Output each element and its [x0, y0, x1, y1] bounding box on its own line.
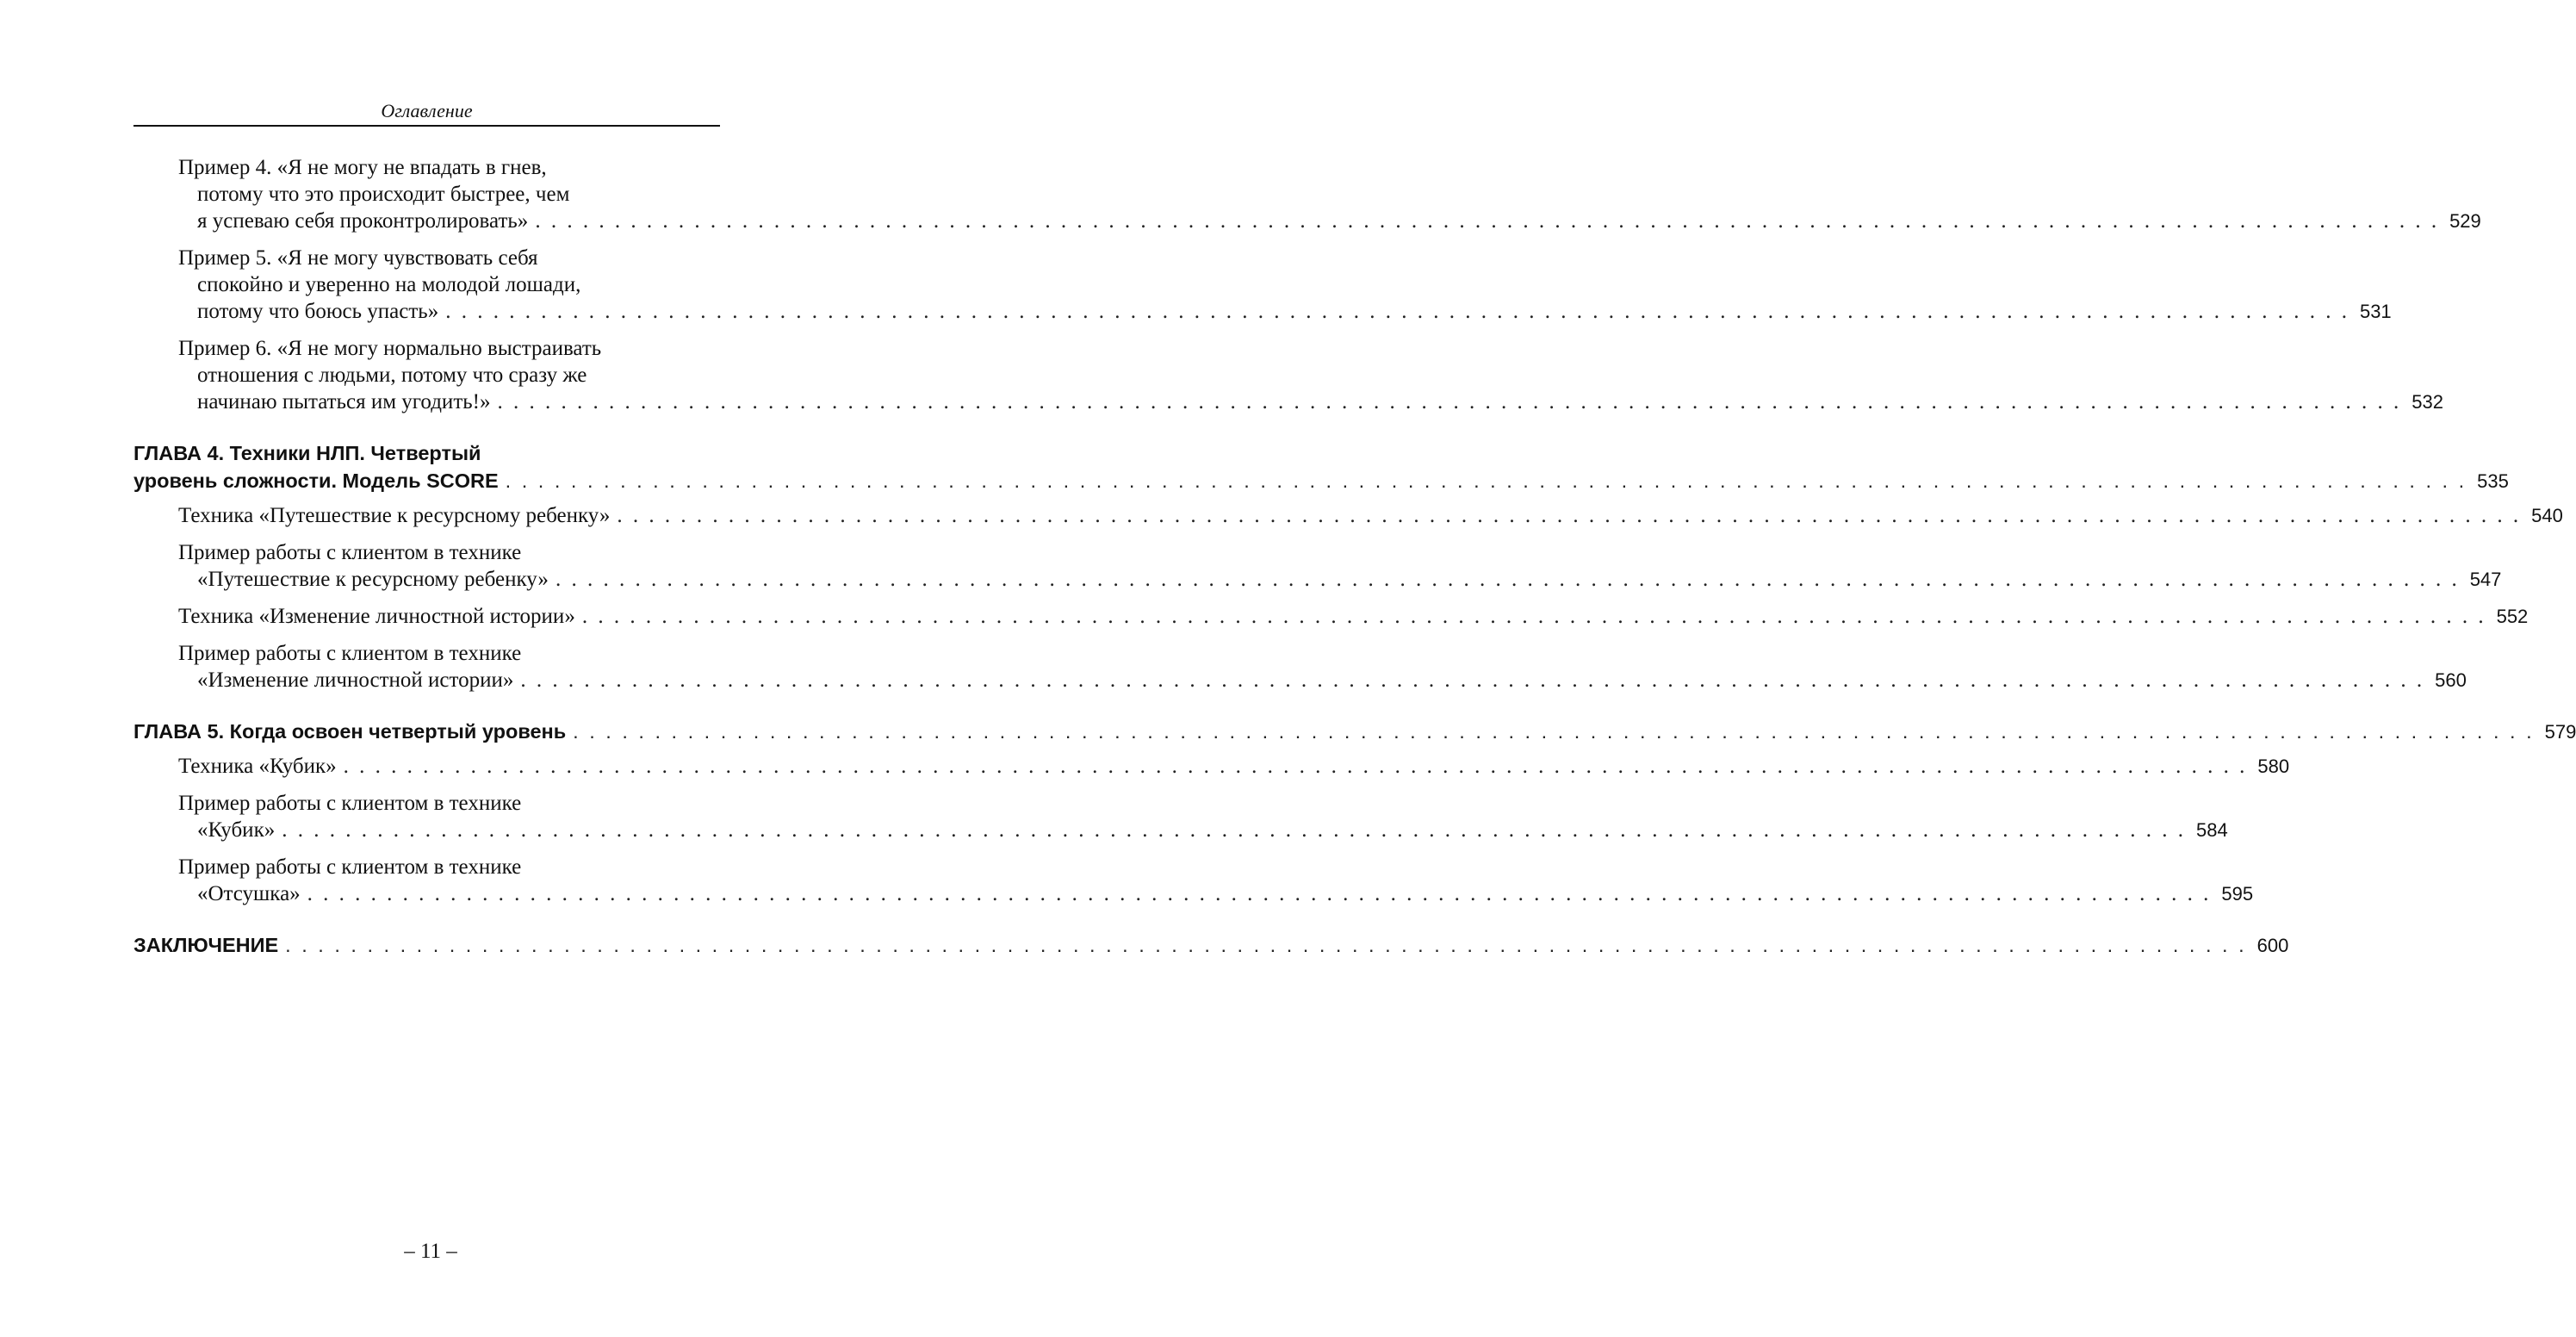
toc-entry-line	[178, 854, 720, 880]
dot-leader: . . . . . . . . . . . . . . . . . . . . . . . . . . . . . . . . . . . . . . . . . . . . . . . . . . . . . . . . . . . . . . . . . . . . . . . . . . . . . . . . . . . . . . . . . . . . . . . . . . . . . . . . . . . . . . . . . . . . . . . .	[581, 605, 2486, 628]
toc-entry-text: потому что боюсь упасть»	[197, 300, 439, 323]
toc-page-number: 531	[2359, 301, 2392, 322]
toc-entry-text: Пример 6. «Я не могу нормально выстраивать	[178, 337, 602, 360]
toc-entry-text: спокойно и уверенно на молодой лошади,	[197, 273, 581, 296]
toc-entry-text: я успеваю себя проконтролировать»	[197, 209, 529, 233]
toc-entry-text: «Путешествие к ресурсному ребенку»	[197, 568, 549, 591]
toc-page-number: 552	[2496, 606, 2529, 627]
dot-leader: . . . . . . . . . . . . . . . . . . . . . . . . . . . . . . . . . . . . . . . . . . . . . . . . . . . . . . . . . . . . . . . . . . . . . . . . . . . . . . . . . . . . . . . . . . . . . . . . . . . . . . . . . . . . . . . . . . . . . . . .	[282, 818, 2186, 842]
dot-leader: . . . . . . . . . . . . . . . . . . . . . . . . . . . . . . . . . . . . . . . . . . . . . . . . . . . . . . . . . . . . . . . . . . . . . . . . . . . . . . . . . . . . . . . . . . . . . . . . . . . . . . . . . . . . . . . . . . . . . . . .	[535, 209, 2440, 233]
toc-entry-text: ЗАКЛЮЧЕНИЕ	[133, 934, 279, 956]
toc-entry-line	[178, 566, 2502, 593]
page-number: – 11 –	[404, 1240, 457, 1263]
dot-leader: . . . . . . . . . . . . . . . . . . . . . . . . . . . . . . . . . . . . . . . . . . . . . . . . . . . . . . . . . . . . . . . . . . . . . . . . . . . . . . . . . . . . . . . . . . . . . . . . . . . . . . . . . . . . . . . . . . . . . . . .	[505, 470, 2467, 492]
toc-entry-line	[178, 817, 2228, 843]
dot-leader: . . . . . . . . . . . . . . . . . . . . . . . . . . . . . . . . . . . . . . . . . . . . . . . . . . . . . . . . . . . . . . . . . . . . . . . . . . . . . . . . . . . . . . . . . . . . . . . . . . . . . . . . . . . . . . . . . . . . . . . .	[285, 934, 2247, 956]
toc-entry-text: потому что это происходит быстрее, чем	[197, 183, 570, 206]
toc-entry-line	[178, 667, 2467, 693]
toc-page-number: 595	[2221, 883, 2254, 905]
toc-entry-text: начинаю пытаться им угодить!»	[197, 390, 491, 414]
toc-subsection-entry	[133, 753, 2290, 780]
dot-leader: . . . . . . . . . . . . . . . . . . . . . . . . . . . . . . . . . . . . . . . . . . . . . . . . . . . . . . . . . . . . . . . . . . . . . . . . . . . . . . . . . . . . . . . . . . . . . . . . . . . . . . . . . . . . . . . . . . . . . . . .	[555, 568, 2460, 591]
toc-entry-text: ГЛАВА 4. Техники НЛП. Четвертый	[133, 442, 481, 464]
toc-entry-line	[178, 539, 720, 566]
dot-leader: . . . . . . . . . . . . . . . . . . . . . . . . . . . . . . . . . . . . . . . . . . . . . . . . . . . . . . . . . . . . . . . . . . . . . . . . . . . . . . . . . . . . . . . . . . . . . . . . . . . . . . . . . . . . . . . . . . . . . . . .	[343, 755, 2248, 778]
toc-entry-text: «Изменение личностной истории»	[197, 668, 514, 692]
dot-leader: . . . . . . . . . . . . . . . . . . . . . . . . . . . . . . . . . . . . . . . . . . . . . . . . . . . . . . . . . . . . . . . . . . . . . . . . . . . . . . . . . . . . . . . . . . . . . . . . . . . . . . . . . . . . . . . . . . . . . . . .	[445, 300, 2349, 323]
toc-entry-line	[178, 335, 720, 362]
toc-entry-text: Пример работы с клиентом в технике	[178, 855, 522, 879]
toc-entry-line	[178, 502, 2563, 529]
toc-entry-text: Техника «Путешествие к ресурсному ребенку»	[178, 504, 611, 527]
toc-page-number: 540	[2531, 505, 2563, 526]
toc-entry-text: Техника «Кубик»	[178, 755, 337, 778]
toc-entry-line	[178, 298, 2392, 325]
toc-chapter-entry	[133, 718, 2576, 746]
toc-entry-line	[178, 271, 720, 298]
dot-leader: . . . . . . . . . . . . . . . . . . . . . . . . . . . . . . . . . . . . . . . . . . . . . . . . . . . . . . . . . . . . . . . . . . . . . . . . . . . . . . . . . . . . . . . . . . . . . . . . . . . . . . . . . . . . . . . . . . . . . . . .	[617, 504, 2522, 527]
toc-subsection-entry	[133, 854, 2254, 907]
toc-entry-line	[178, 208, 2481, 234]
toc-entry-line	[133, 467, 2509, 495]
toc-entry-text: Пример 5. «Я не могу чувствовать себя	[178, 246, 538, 270]
toc-page-number: 560	[2435, 669, 2467, 691]
toc-entry-text: Пример 4. «Я не могу не впадать в гнев,	[178, 156, 547, 179]
toc-page-number: 579	[2544, 721, 2576, 743]
toc-entry-text: «Отсушка»	[197, 882, 301, 905]
toc-subsection-entry	[133, 335, 2443, 415]
toc-subsection-entry	[133, 603, 2529, 630]
toc-subsection-entry	[133, 502, 2563, 529]
toc-entry-line	[178, 753, 2290, 780]
toc-entry-text: Пример работы с клиентом в технике	[178, 541, 522, 564]
toc-page-number: 547	[2469, 569, 2502, 590]
toc-entry-text: ГЛАВА 5. Когда освоен четвертый уровень	[133, 720, 567, 743]
dot-leader: . . . . . . . . . . . . . . . . . . . . . . . . . . . . . . . . . . . . . . . . . . . . . . . . . . . . . . . . . . . . . . . . . . . . . . . . . . . . . . . . . . . . . . . . . . . . . . . . . . . . . . . . . . . . . . . . . . . . . . . .	[497, 390, 2402, 414]
toc-entry-line	[178, 640, 720, 667]
running-header-title: Оглавление	[381, 100, 473, 121]
toc-entry-line	[178, 154, 720, 181]
toc-entry-line	[178, 880, 2254, 907]
toc-chapter-entry	[133, 931, 2289, 960]
toc-subsection-entry	[133, 539, 2502, 593]
toc-page-number: 529	[2449, 210, 2481, 232]
toc-entry-line	[133, 718, 2576, 746]
toc-entry-line	[178, 362, 720, 389]
toc-entry-line	[178, 389, 2443, 415]
toc-entry-line	[133, 439, 720, 467]
toc-entry-text: Пример работы с клиентом в технике	[178, 792, 522, 815]
toc-subsection-entry	[133, 640, 2467, 693]
toc-entry-text: Техника «Изменение личностной истории»	[178, 605, 575, 628]
toc-entry-text: отношения с людьми, потому что сразу же	[197, 364, 587, 387]
dot-leader: . . . . . . . . . . . . . . . . . . . . . . . . . . . . . . . . . . . . . . . . . . . . . . . . . . . . . . . . . . . . . . . . . . . . . . . . . . . . . . . . . . . . . . . . . . . . . . . . . . . . . . . . . . . . . . . . . . . . . . . .	[520, 668, 2425, 692]
toc-page-number: 580	[2257, 756, 2290, 777]
toc-entry-line	[178, 603, 2529, 630]
toc-page-number: 600	[2256, 935, 2289, 956]
table-of-contents	[133, 154, 2576, 967]
toc-entry-line	[178, 245, 720, 271]
dot-leader: . . . . . . . . . . . . . . . . . . . . . . . . . . . . . . . . . . . . . . . . . . . . . . . . . . . . . . . . . . . . . . . . . . . . . . . . . . . . . . . . . . . . . . . . . . . . . . . . . . . . . . . . . . . . . . . . . . . . . . . .	[573, 720, 2535, 743]
toc-subsection-entry	[133, 154, 2481, 234]
toc-entry-line	[178, 181, 720, 208]
toc-entry-text: уровень сложности. Модель SCORE	[133, 470, 499, 492]
toc-page-number: 535	[2477, 470, 2509, 492]
header-rule	[133, 125, 720, 127]
toc-page-number: 532	[2412, 391, 2443, 413]
toc-entry-text: «Кубик»	[197, 818, 276, 842]
toc-entry-line	[178, 790, 720, 817]
toc-chapter-entry	[133, 439, 2509, 495]
toc-entry-line	[133, 931, 2289, 960]
toc-page-number: 584	[2195, 819, 2228, 841]
dot-leader: . . . . . . . . . . . . . . . . . . . . . . . . . . . . . . . . . . . . . . . . . . . . . . . . . . . . . . . . . . . . . . . . . . . . . . . . . . . . . . . . . . . . . . . . . . . . . . . . . . . . . . . . . . . . . . . . . . . . . . . .	[307, 882, 2212, 905]
toc-subsection-entry	[133, 790, 2228, 843]
toc-entry-text: Пример работы с клиентом в технике	[178, 642, 522, 665]
toc-subsection-entry	[133, 245, 2392, 325]
